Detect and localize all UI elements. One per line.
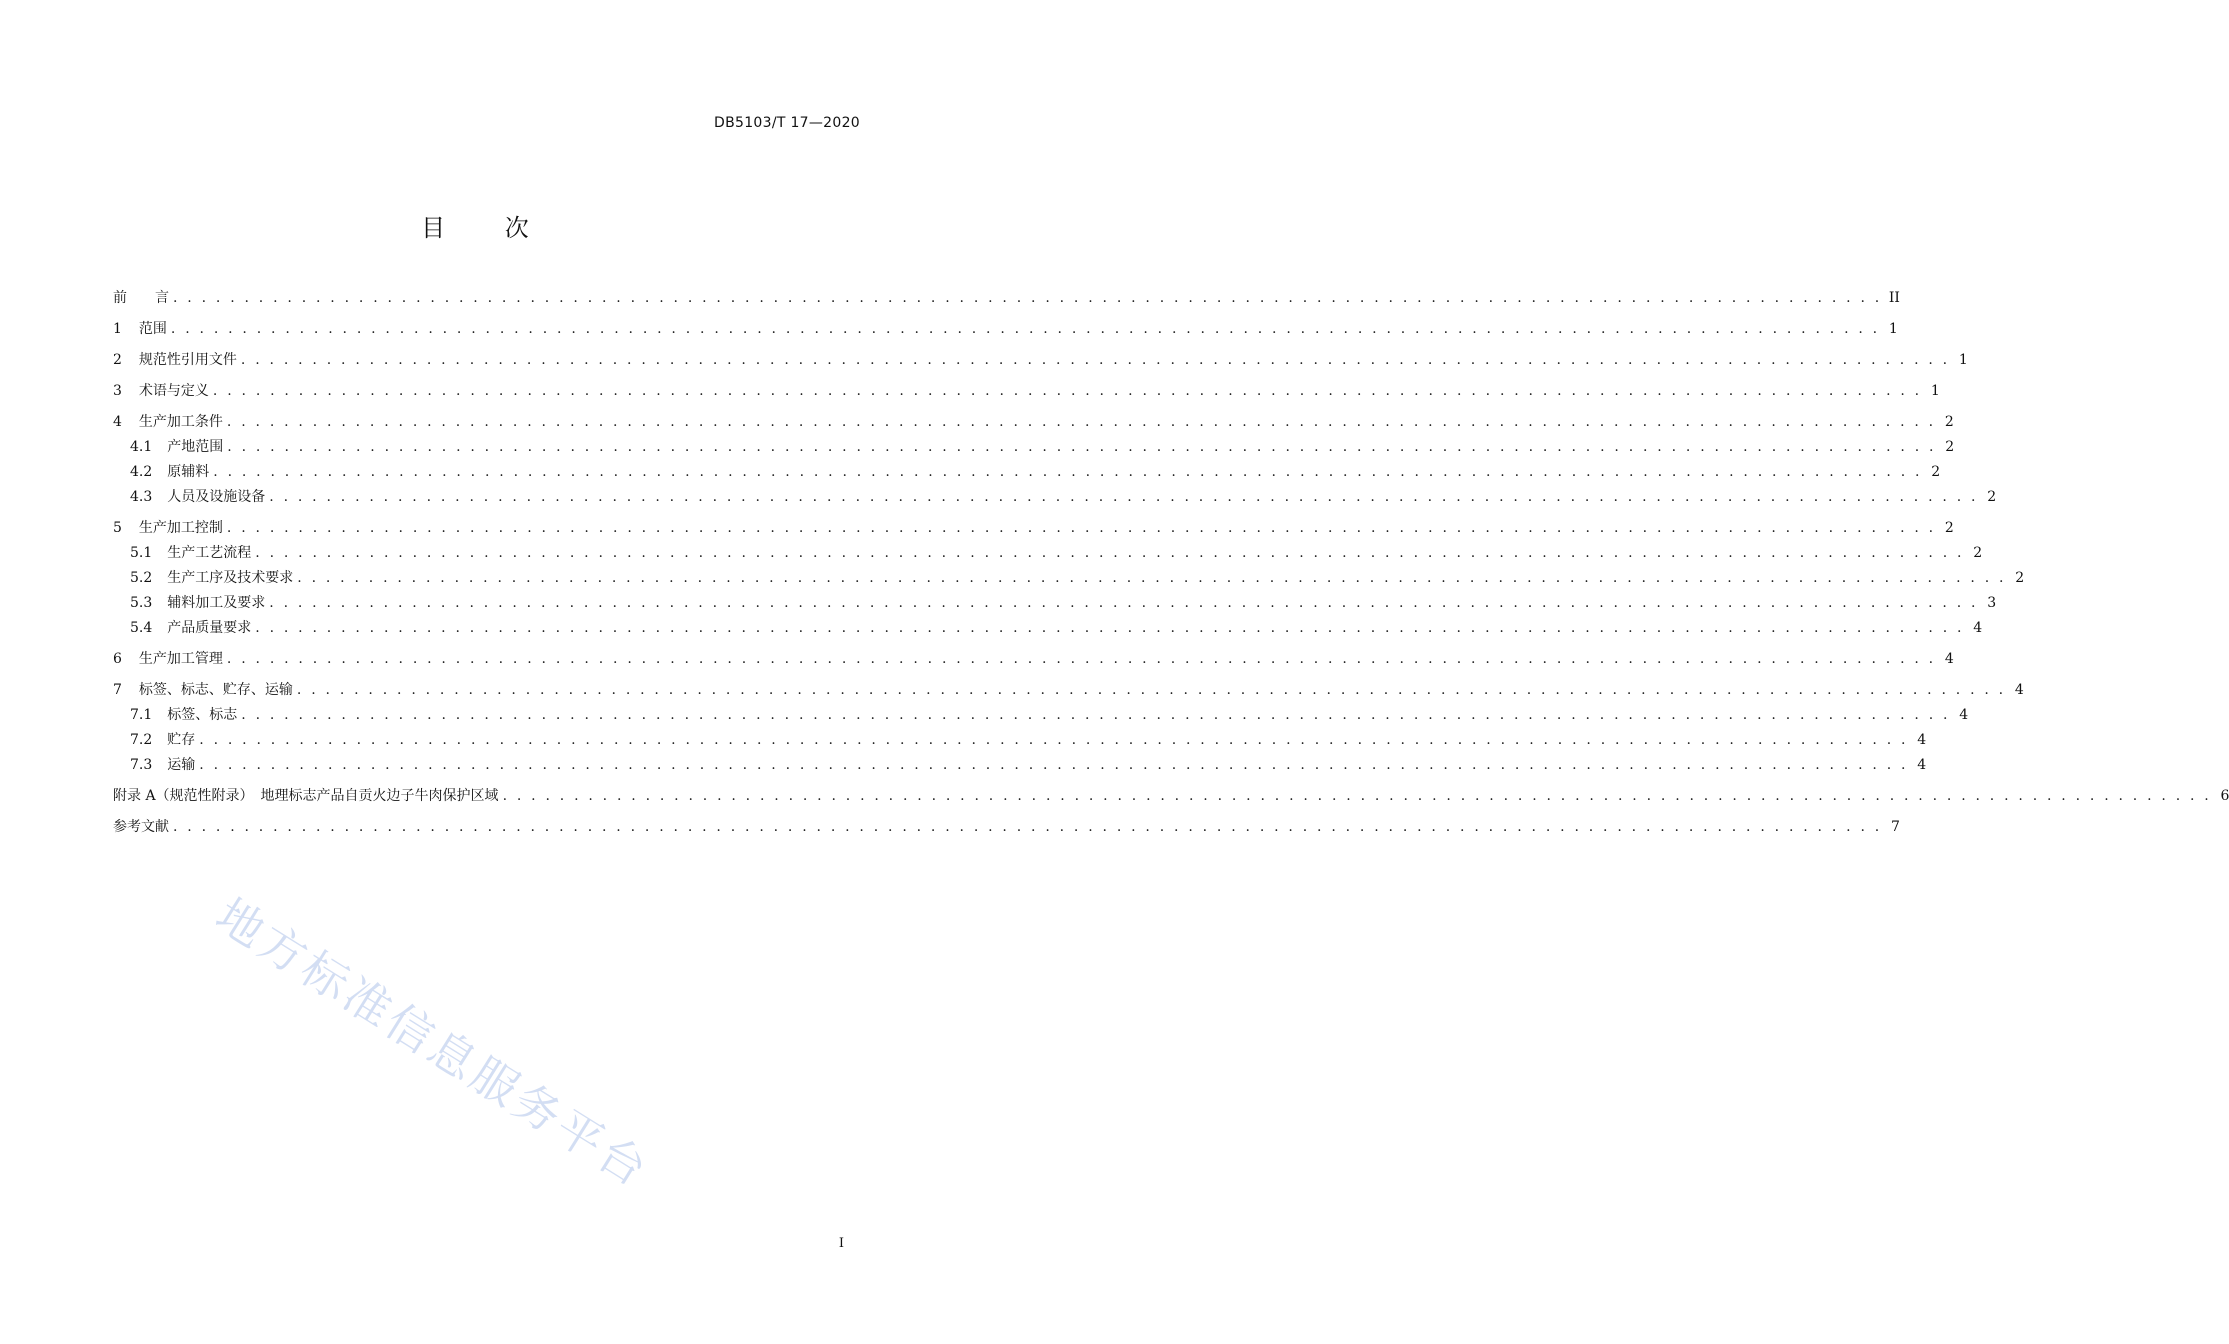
page-number: I (838, 1236, 844, 1251)
toc-entry-page: 2 (1931, 464, 1941, 480)
toc-dot-leader: . . . . . . . . . . . . . . . . . . . . . . . . . . . . . . . . . . . . . . . . . . . . . . . . . . . . . . . . . . . . . . . . . . . . . . . . . . . . . . . . . . . . . . . . . . . . . . . . . . . . . . . . . . . . . . . . . . . . . . . . (173, 819, 1882, 835)
toc-dot-leader: . . . . . . . . . . . . . . . . . . . . . . . . . . . . . . . . . . . . . . . . . . . . . . . . . . . . . . . . . . . . . . . . . . . . . . . . . . . . . . . . . . . . . . . . . . . . . . . . . . . . . . . . . . . . . . . . . . . . . . . . (255, 620, 1965, 636)
toc-entry-label: 产品质量要求 (167, 620, 252, 636)
toc-entry-page: 2 (2015, 570, 2025, 586)
toc-entry[interactable] (113, 486, 1997, 508)
toc-entry-page: II (1888, 290, 1900, 306)
toc-entry-number: 7.3 (130, 757, 153, 773)
toc-dot-leader: . . . . . . . . . . . . . . . . . . . . . . . . . . . . . . . . . . . . . . . . . . . . . . . . . . . . . . . . . . . . . . . . . . . . . . . . . . . . . . . . . . . . . . . . . . . . . . . . . . . . . . . . . . . . . . . . . . . . . . . . (226, 651, 1936, 667)
toc-dot-leader: . . . . . . . . . . . . . . . . . . . . . . . . . . . . . . . . . . . . . . . . . . . . . . . . . . . . . . . . . . . . . . . . . . . . . . . . . . . . . . . . . . . . . . . . . . . . . . . . . . . . . . . . . . . . . . . . . . . . . . . . (213, 464, 1923, 480)
toc-entry-label: 生产工序及技术要求 (167, 570, 294, 586)
toc-entry[interactable] (113, 380, 1940, 402)
table-of-contents (113, 287, 2229, 838)
toc-entry[interactable] (113, 785, 2229, 807)
watermark: 地方标准信息服务平台 (206, 887, 660, 1199)
toc-dot-leader: . . . . . . . . . . . . . . . . . . . . . . . . . . . . . . . . . . . . . . . . . . . . . . . . . . . . . . . . . . . . . . . . . . . . . . . . . . . . . . . . . . . . . . . . . . . . . . . . . . . . . . . . . . . . . . . . . . . . . . . . (226, 520, 1936, 536)
toc-entry-page: 2 (1973, 545, 1983, 561)
toc-entry[interactable] (113, 542, 1983, 564)
page-title: 目 次 (421, 214, 555, 242)
toc-entry-page: 2 (1987, 489, 1997, 505)
toc-entry-label: 生产加工条件 (138, 414, 223, 430)
toc-dot-leader: . . . . . . . . . . . . . . . . . . . . . . . . . . . . . . . . . . . . . . . . . . . . . . . . . . . . . . . . . . . . . . . . . . . . . . . . . . . . . . . . . . . . . . . . . . . . . . . . . . . . . . . . . . . . . . . . . . . . . . . . (199, 757, 1909, 773)
toc-entry-page: 7 (1890, 819, 1900, 835)
toc-entry[interactable] (113, 349, 1968, 371)
toc-entry-number: 5.3 (130, 595, 153, 611)
toc-entry-page: 3 (1987, 595, 1997, 611)
toc-dot-leader: . . . . . . . . . . . . . . . . . . . . . . . . . . . . . . . . . . . . . . . . . . . . . . . . . . . . . . . . . . . . . . . . . . . . . . . . . . . . . . . . . . . . . . . . . . . . . . . . . . . . . . . . . . . . . . . . . . . . . . . . (227, 439, 1937, 455)
toc-dot-leader: . . . . . . . . . . . . . . . . . . . . . . . . . . . . . . . . . . . . . . . . . . . . . . . . . . . . . . . . . . . . . . . . . . . . . . . . . . . . . . . . . . . . . . . . . . . . . . . . . . . . . . . . . . . . . . . . . . . . . . . . (269, 595, 1979, 611)
toc-entry-label: 附录 A（规范性附录） 地理标志产品自贡火边子牛肉保护区域 (113, 788, 499, 804)
toc-entry[interactable] (113, 517, 1954, 539)
toc-entry-label: 生产加工管理 (138, 651, 223, 667)
toc-entry[interactable] (113, 816, 1900, 838)
toc-entry-number: 5 (113, 520, 122, 536)
toc-entry-label: 人员及设施设备 (167, 489, 266, 505)
toc-entry[interactable] (113, 411, 1954, 433)
toc-entry[interactable] (113, 648, 1954, 670)
toc-entry-label: 参考文献 (113, 819, 169, 835)
toc-dot-leader: . . . . . . . . . . . . . . . . . . . . . . . . . . . . . . . . . . . . . . . . . . . . . . . . . . . . . . . . . . . . . . . . . . . . . . . . . . . . . . . . . . . . . . . . . . . . . . . . . . . . . . . . . . . . . . . . . . . . . . . . (173, 290, 1882, 306)
toc-dot-leader: . . . . . . . . . . . . . . . . . . . . . . . . . . . . . . . . . . . . . . . . . . . . . . . . . . . . . . . . . . . . . . . . . . . . . . . . . . . . . . . . . . . . . . . . . . . . . . . . . . . . . . . . . . . . . . . . . . . . . . . . (226, 414, 1936, 430)
toc-entry-label: 术语与定义 (138, 383, 209, 399)
toc-entry[interactable] (113, 729, 1927, 751)
toc-entry-number: 4.1 (130, 439, 153, 455)
toc-entry-number: 2 (113, 352, 122, 368)
toc-entry-number: 4.3 (130, 489, 153, 505)
toc-entry[interactable] (113, 287, 1900, 309)
toc-entry-label: 生产加工控制 (138, 520, 223, 536)
toc-entry-page: 1 (1930, 383, 1940, 399)
toc-entry-label: 原辅料 (167, 464, 210, 480)
toc-entry-number: 6 (113, 651, 122, 667)
toc-entry-number: 5.2 (130, 570, 153, 586)
toc-entry[interactable] (113, 461, 1941, 483)
toc-entry[interactable] (113, 567, 2025, 589)
toc-entry-page: 2 (1945, 439, 1955, 455)
toc-entry[interactable] (113, 592, 1997, 614)
toc-entry-page: 4 (2014, 682, 2024, 698)
toc-entry-label: 标签、标志 (167, 707, 238, 723)
toc-dot-leader: . . . . . . . . . . . . . . . . . . . . . . . . . . . . . . . . . . . . . . . . . . . . . . . . . . . . . . . . . . . . . . . . . . . . . . . . . . . . . . . . . . . . . . . . . . . . . . . . . . . . . . . . . . . . . . . . . . . . . . . . (297, 570, 2007, 586)
toc-entry-page: 4 (1973, 620, 1983, 636)
toc-entry[interactable] (113, 318, 1898, 340)
toc-dot-leader: . . . . . . . . . . . . . . . . . . . . . . . . . . . . . . . . . . . . . . . . . . . . . . . . . . . . . . . . . . . . . . . . . . . . . . . . . . . . . . . . . . . . . . . . . . . . . . . . . . . . . . . . . . . . . . . . . . . . . . . . (241, 707, 1951, 723)
toc-entry-number: 5.4 (130, 620, 153, 636)
toc-entry-label: 产地范围 (167, 439, 224, 455)
toc-entry-page: 6 (2220, 788, 2229, 804)
document-code: DB5103/T 17—2020 (714, 115, 860, 131)
toc-entry-label: 前 言 (113, 290, 169, 306)
toc-entry-label: 辅料加工及要求 (167, 595, 266, 611)
toc-entry-number: 4 (113, 414, 122, 430)
toc-entry-number: 3 (113, 383, 122, 399)
toc-entry-page: 4 (1944, 651, 1954, 667)
toc-entry[interactable] (113, 754, 1927, 776)
toc-entry-label: 生产工艺流程 (167, 545, 252, 561)
toc-entry-label: 范围 (138, 321, 167, 337)
toc-entry-label: 规范性引用文件 (138, 352, 237, 368)
toc-entry-page: 4 (1959, 707, 1969, 723)
toc-dot-leader: . . . . . . . . . . . . . . . . . . . . . . . . . . . . . . . . . . . . . . . . . . . . . . . . . . . . . . . . . . . . . . . . . . . . . . . . . . . . . . . . . . . . . . . . . . . . . . . . . . . . . . . . . . . . . . . . . . . . . . . . (240, 352, 1950, 368)
toc-dot-leader: . . . . . . . . . . . . . . . . . . . . . . . . . . . . . . . . . . . . . . . . . . . . . . . . . . . . . . . . . . . . . . . . . . . . . . . . . . . . . . . . . . . . . . . . . . . . . . . . . . . . . . . . . . . . . . . . . . . . . . . . (199, 732, 1909, 748)
toc-dot-leader: . . . . . . . . . . . . . . . . . . . . . . . . . . . . . . . . . . . . . . . . . . . . . . . . . . . . . . . . . . . . . . . . . . . . . . . . . . . . . . . . . . . . . . . . . . . . . . . . . . . . . . . . . . . . . . . . . . . . . . . . (269, 489, 1979, 505)
toc-entry-number: 5.1 (130, 545, 153, 561)
toc-entry-number: 1 (113, 321, 122, 337)
toc-entry-number: 7.1 (130, 707, 153, 723)
toc-dot-leader: . . . . . . . . . . . . . . . . . . . . . . . . . . . . . . . . . . . . . . . . . . . . . . . . . . . . . . . . . . . . . . . . . . . . . . . . . . . . . . . . . . . . . . . . . . . . . . . . . . . . . . . . . . . . . . . . . . . . . . . . (170, 321, 1880, 337)
toc-entry-number: 7 (113, 682, 122, 698)
toc-dot-leader: . . . . . . . . . . . . . . . . . . . . . . . . . . . . . . . . . . . . . . . . . . . . . . . . . . . . . . . . . . . . . . . . . . . . . . . . . . . . . . . . . . . . . . . . . . . . . . . . . . . . . . . . . . . . . . . . . . . . . . . . (255, 545, 1965, 561)
toc-dot-leader: . . . . . . . . . . . . . . . . . . . . . . . . . . . . . . . . . . . . . . . . . . . . . . . . . . . . . . . . . . . . . . . . . . . . . . . . . . . . . . . . . . . . . . . . . . . . . . . . . . . . . . . . . . . . . . . . . . . . . . . . (502, 788, 2212, 804)
toc-entry-label: 运输 (167, 757, 196, 773)
toc-entry-label: 贮存 (167, 732, 196, 748)
toc-entry[interactable] (113, 617, 1983, 639)
toc-entry-number: 7.2 (130, 732, 153, 748)
toc-entry-page: 2 (1944, 520, 1954, 536)
toc-entry-number: 4.2 (130, 464, 153, 480)
toc-entry[interactable] (113, 679, 2024, 701)
toc-entry-label: 标签、标志、贮存、运输 (138, 682, 293, 698)
toc-entry-page: 4 (1917, 732, 1927, 748)
toc-entry-page: 1 (1958, 352, 1968, 368)
toc-dot-leader: . . . . . . . . . . . . . . . . . . . . . . . . . . . . . . . . . . . . . . . . . . . . . . . . . . . . . . . . . . . . . . . . . . . . . . . . . . . . . . . . . . . . . . . . . . . . . . . . . . . . . . . . . . . . . . . . . . . . . . . . (296, 682, 2006, 698)
toc-entry[interactable] (113, 704, 1969, 726)
toc-entry-page: 1 (1888, 321, 1898, 337)
toc-entry[interactable] (113, 436, 1955, 458)
toc-entry-page: 4 (1917, 757, 1927, 773)
toc-entry-page: 2 (1944, 414, 1954, 430)
toc-dot-leader: . . . . . . . . . . . . . . . . . . . . . . . . . . . . . . . . . . . . . . . . . . . . . . . . . . . . . . . . . . . . . . . . . . . . . . . . . . . . . . . . . . . . . . . . . . . . . . . . . . . . . . . . . . . . . . . . . . . . . . . . (212, 383, 1922, 399)
